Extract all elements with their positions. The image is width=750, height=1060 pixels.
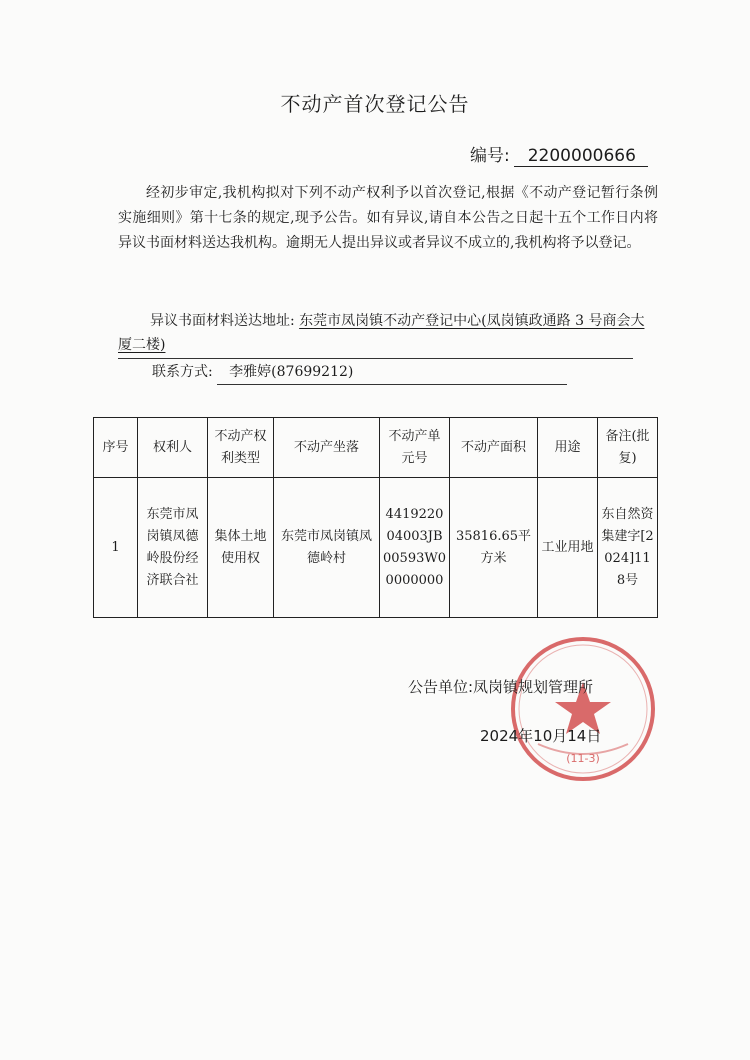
header-unit-no: 不动产单元号 [380,418,450,478]
issue-date: 2024年10月14日 [480,727,602,745]
document-number-value: 2200000666 [514,146,648,167]
cell-seq: 1 [94,478,138,618]
table-row [94,478,658,618]
objection-address [118,309,658,357]
header-right-type: 不动产权利类型 [208,418,274,478]
cell-location: 东莞市凤岗镇凤德岭村 [274,478,380,618]
header-area: 不动产面积 [450,418,538,478]
page-title: 不动产首次登记公告 [280,92,470,116]
registration-table [93,417,658,618]
official-seal-icon [508,634,658,784]
cell-remark: 东自然资集建字[2024]118号 [598,478,658,618]
address-label: 异议书面材料送达地址: [150,313,295,329]
contact-label: 联系方式: [152,364,213,380]
header-holder: 权利人 [138,418,208,478]
header-usage: 用途 [538,418,598,478]
contact-info [152,360,582,385]
cell-holder: 东莞市凤岗镇凤德岭股份经济联合社 [138,478,208,618]
address-underline [118,358,633,359]
notice-paragraph: 经初步审定,我机构拟对下列不动产权利予以首次登记,根据《不动产登记暂行条例实施细则》第十七条的规定,现予公告。如有异议,请自本公告之日起十五个工作日内将异议书面材料送达我机构。逾期无人提出异议或者异议不成立的,我机构将予以登记。 [118,185,658,251]
cell-area: 35816.65平方米 [450,478,538,618]
table-header-row [94,418,658,478]
header-location: 不动产坐落 [274,418,380,478]
seal-code: (11-3) [566,752,600,765]
cell-right-type: 集体土地使用权 [208,478,274,618]
document-number-label: 编号: [470,146,510,166]
contact-value: 李雅婷(87699212) [217,360,567,385]
issuing-unit: 公告单位:凤岗镇规划管理所 [408,678,594,696]
header-remark: 备注(批复) [598,418,658,478]
document-number [470,141,648,167]
address-value: 东莞市凤岗镇不动产登记中心(凤岗镇政通路 3 号商会大厦二楼) [118,313,645,353]
cell-usage: 工业用地 [538,478,598,618]
cell-unit-no: 441922004003JB00593W00000000 [380,478,450,618]
header-seq: 序号 [94,418,138,478]
